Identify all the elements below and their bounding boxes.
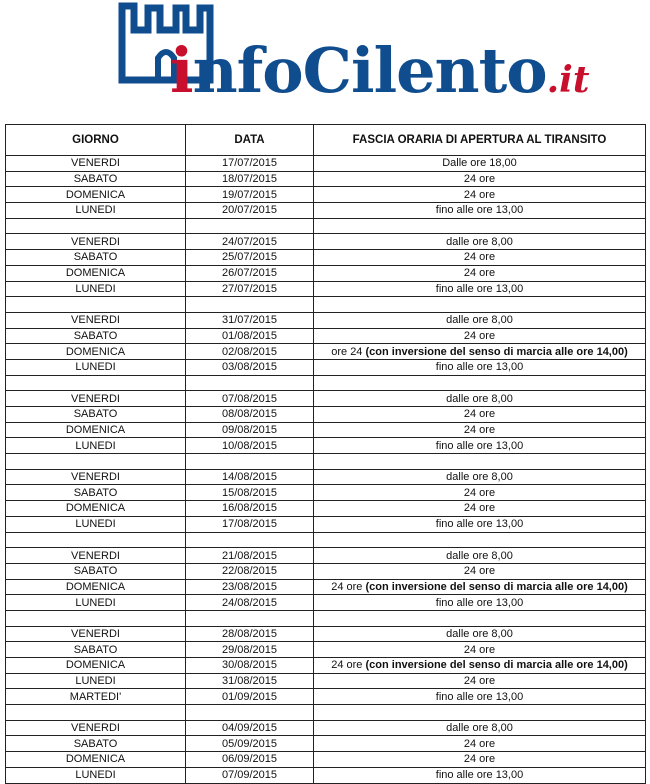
fascia-text: dalle ore 8,00 (446, 392, 513, 405)
cell-data: 10/08/2015 (186, 438, 314, 454)
fascia-text: fino alle ore 13,00 (435, 204, 524, 217)
header-fascia: FASCIA ORARIA DI APERTURA AL TIRANSITO (314, 125, 646, 156)
cell-giorno: SABATO (6, 250, 186, 266)
table-row (6, 579, 646, 595)
table-row (6, 767, 646, 783)
empty-cell (314, 454, 646, 470)
empty-cell (186, 375, 314, 391)
cell-fascia (314, 344, 646, 360)
fascia-text: 24 ore (463, 502, 496, 515)
cell-giorno: SABATO (6, 736, 186, 752)
fascia-text: 24 ore (463, 753, 496, 766)
cell-data: 20/07/2015 (186, 203, 314, 219)
empty-cell (314, 705, 646, 721)
fascia-text: 24 ore (331, 659, 366, 672)
table-row (6, 359, 646, 375)
table-row (6, 422, 646, 438)
cell-fascia (314, 752, 646, 768)
cell-data: 24/07/2015 (186, 234, 314, 250)
header-giorno: GIORNO (6, 125, 186, 156)
cell-fascia (314, 595, 646, 611)
empty-cell (186, 218, 314, 234)
cell-giorno: LUNEDI (6, 673, 186, 689)
cell-data: 31/07/2015 (186, 312, 314, 328)
table-row (6, 642, 646, 658)
fascia-text: 24 ore (463, 173, 496, 186)
fascia-note: (con inversione del senso di marcia alle ore 14,00) (365, 659, 628, 672)
cell-fascia (314, 673, 646, 689)
fascia-text: 24 ore (331, 580, 366, 593)
table-row (6, 265, 646, 281)
cell-giorno: DOMENICA (6, 752, 186, 768)
cell-data: 09/08/2015 (186, 422, 314, 438)
fascia-text: fino alle ore 13,00 (435, 690, 524, 703)
table-row (6, 187, 646, 203)
empty-cell (314, 375, 646, 391)
cell-giorno: VENERDI (6, 312, 186, 328)
cell-data: 14/08/2015 (186, 469, 314, 485)
cell-fascia (314, 736, 646, 752)
table-row (6, 312, 646, 328)
cell-giorno: DOMENICA (6, 658, 186, 674)
fascia-text: fino alle ore 13,00 (435, 282, 524, 295)
cell-fascia (314, 485, 646, 501)
fascia-text: fino alle ore 13,00 (435, 518, 524, 531)
cell-data: 07/08/2015 (186, 391, 314, 407)
cell-data: 23/08/2015 (186, 579, 314, 595)
spacer-row (6, 610, 646, 626)
cell-data: 01/09/2015 (186, 689, 314, 705)
fascia-text: dalle ore 8,00 (446, 627, 513, 640)
fascia-text: 24 ore (463, 329, 496, 342)
table-row (6, 234, 646, 250)
cell-giorno: VENERDI (6, 720, 186, 736)
table-row (6, 626, 646, 642)
cell-data: 16/08/2015 (186, 501, 314, 517)
cell-fascia (314, 438, 646, 454)
fascia-text: Dalle ore 18,00 (442, 157, 517, 170)
cell-data: 03/08/2015 (186, 359, 314, 375)
cell-data: 06/09/2015 (186, 752, 314, 768)
table-row (6, 156, 646, 172)
table-row (6, 501, 646, 517)
cell-giorno: LUNEDI (6, 767, 186, 783)
table-row (6, 485, 646, 501)
cell-data: 21/08/2015 (186, 548, 314, 564)
table-row (6, 250, 646, 266)
cell-fascia (314, 328, 646, 344)
fascia-text: 24 ore (463, 188, 496, 201)
fascia-text: 24 ore (463, 486, 496, 499)
spacer-row (6, 454, 646, 470)
table-row (6, 171, 646, 187)
empty-cell (186, 454, 314, 470)
cell-fascia (314, 626, 646, 642)
cell-data: 17/07/2015 (186, 156, 314, 172)
fascia-text: dalle ore 8,00 (446, 549, 513, 562)
table-row (6, 752, 646, 768)
table-header-row (6, 125, 646, 156)
cell-giorno: MARTEDI' (6, 689, 186, 705)
schedule-table (5, 124, 646, 784)
fascia-text: 24 ore (463, 675, 496, 688)
empty-cell (6, 532, 186, 548)
cell-giorno: DOMENICA (6, 422, 186, 438)
table-row (6, 736, 646, 752)
empty-cell (314, 218, 646, 234)
cell-data: 26/07/2015 (186, 265, 314, 281)
cell-fascia (314, 203, 646, 219)
table-row (6, 516, 646, 532)
table-row (6, 407, 646, 423)
fascia-text: fino alle ore 13,00 (435, 439, 524, 452)
header-data: DATA (186, 125, 314, 156)
cell-giorno: LUNEDI (6, 595, 186, 611)
table-row (6, 391, 646, 407)
table-row (6, 720, 646, 736)
empty-cell (6, 297, 186, 313)
cell-giorno: LUNEDI (6, 281, 186, 297)
cell-data: 18/07/2015 (186, 171, 314, 187)
brand-i: i (170, 34, 193, 107)
cell-fascia (314, 767, 646, 783)
cell-fascia (314, 359, 646, 375)
cell-data: 25/07/2015 (186, 250, 314, 266)
cell-giorno: LUNEDI (6, 203, 186, 219)
cell-data: 04/09/2015 (186, 720, 314, 736)
cell-fascia (314, 563, 646, 579)
fascia-note: (con inversione del senso di marcia alle ore 14,00) (365, 580, 628, 593)
cell-fascia (314, 422, 646, 438)
empty-cell (6, 218, 186, 234)
site-logo (0, 0, 650, 118)
empty-cell (6, 454, 186, 470)
spacer-row (6, 297, 646, 313)
fascia-note: (con inversione del senso di marcia alle ore 14,00) (365, 345, 628, 358)
cell-data: 31/08/2015 (186, 673, 314, 689)
cell-fascia (314, 312, 646, 328)
table-row (6, 548, 646, 564)
table-row (6, 203, 646, 219)
brand-main: nfoCilento (192, 34, 547, 107)
spacer-row (6, 532, 646, 548)
cell-fascia (314, 501, 646, 517)
cell-data: 05/09/2015 (186, 736, 314, 752)
table-row (6, 595, 646, 611)
cell-giorno: DOMENICA (6, 187, 186, 203)
table-row (6, 658, 646, 674)
cell-fascia (314, 720, 646, 736)
fascia-text: 24 ore (463, 267, 496, 280)
cell-fascia (314, 579, 646, 595)
empty-cell (314, 297, 646, 313)
empty-cell (186, 532, 314, 548)
cell-data: 22/08/2015 (186, 563, 314, 579)
fascia-text: ore 24 (331, 345, 366, 358)
table-row (6, 344, 646, 360)
cell-giorno: VENERDI (6, 156, 186, 172)
cell-fascia (314, 250, 646, 266)
cell-giorno: DOMENICA (6, 265, 186, 281)
cell-data: 15/08/2015 (186, 485, 314, 501)
brand-wordmark (170, 34, 590, 107)
cell-fascia (314, 187, 646, 203)
brand-tld: .it (546, 59, 590, 101)
cell-giorno: LUNEDI (6, 438, 186, 454)
table-row (6, 328, 646, 344)
cell-data: 19/07/2015 (186, 187, 314, 203)
table-row (6, 438, 646, 454)
cell-data: 17/08/2015 (186, 516, 314, 532)
cell-giorno: DOMENICA (6, 501, 186, 517)
fascia-text: dalle ore 8,00 (446, 314, 513, 327)
cell-giorno: SABATO (6, 328, 186, 344)
table-row (6, 673, 646, 689)
cell-giorno: LUNEDI (6, 359, 186, 375)
cell-data: 02/08/2015 (186, 344, 314, 360)
cell-fascia (314, 548, 646, 564)
fascia-text: 24 ore (463, 565, 496, 578)
table-row (6, 563, 646, 579)
cell-data: 08/08/2015 (186, 407, 314, 423)
fascia-text: dalle ore 8,00 (446, 471, 513, 484)
cell-giorno: VENERDI (6, 469, 186, 485)
spacer-row (6, 705, 646, 721)
cell-fascia (314, 658, 646, 674)
cell-giorno: SABATO (6, 171, 186, 187)
fascia-text: dalle ore 8,00 (446, 722, 513, 735)
spacer-row (6, 218, 646, 234)
cell-giorno: SABATO (6, 563, 186, 579)
empty-cell (186, 297, 314, 313)
fascia-text: 24 ore (463, 737, 496, 750)
cell-fascia (314, 234, 646, 250)
fascia-text: 24 ore (463, 251, 496, 264)
cell-fascia (314, 689, 646, 705)
cell-data: 07/09/2015 (186, 767, 314, 783)
empty-cell (314, 610, 646, 626)
fascia-text: 24 ore (463, 408, 496, 421)
empty-cell (186, 610, 314, 626)
cell-giorno: VENERDI (6, 234, 186, 250)
fascia-text: 24 ore (463, 424, 496, 437)
cell-giorno: SABATO (6, 407, 186, 423)
fascia-text: fino alle ore 13,00 (435, 361, 524, 374)
cell-fascia (314, 516, 646, 532)
empty-cell (6, 705, 186, 721)
fascia-text: dalle ore 8,00 (446, 235, 513, 248)
cell-data: 29/08/2015 (186, 642, 314, 658)
cell-fascia (314, 265, 646, 281)
cell-giorno: DOMENICA (6, 579, 186, 595)
cell-data: 01/08/2015 (186, 328, 314, 344)
schedule-body (6, 156, 646, 784)
empty-cell (6, 610, 186, 626)
cell-fascia (314, 642, 646, 658)
cell-fascia (314, 156, 646, 172)
cell-giorno: VENERDI (6, 391, 186, 407)
cell-data: 24/08/2015 (186, 595, 314, 611)
cell-fascia (314, 391, 646, 407)
fascia-text: 24 ore (463, 643, 496, 656)
cell-giorno: SABATO (6, 485, 186, 501)
table-row (6, 689, 646, 705)
cell-giorno: VENERDI (6, 548, 186, 564)
cell-data: 27/07/2015 (186, 281, 314, 297)
table-row (6, 281, 646, 297)
cell-giorno: DOMENICA (6, 344, 186, 360)
empty-cell (314, 532, 646, 548)
cell-fascia (314, 281, 646, 297)
cell-data: 28/08/2015 (186, 626, 314, 642)
cell-giorno: SABATO (6, 642, 186, 658)
cell-giorno: LUNEDI (6, 516, 186, 532)
table-row (6, 469, 646, 485)
empty-cell (6, 375, 186, 391)
spacer-row (6, 375, 646, 391)
fascia-text: fino alle ore 13,00 (435, 769, 524, 782)
cell-giorno: VENERDI (6, 626, 186, 642)
cell-data: 30/08/2015 (186, 658, 314, 674)
cell-fascia (314, 171, 646, 187)
cell-fascia (314, 469, 646, 485)
fascia-text: fino alle ore 13,00 (435, 596, 524, 609)
empty-cell (186, 705, 314, 721)
cell-fascia (314, 407, 646, 423)
